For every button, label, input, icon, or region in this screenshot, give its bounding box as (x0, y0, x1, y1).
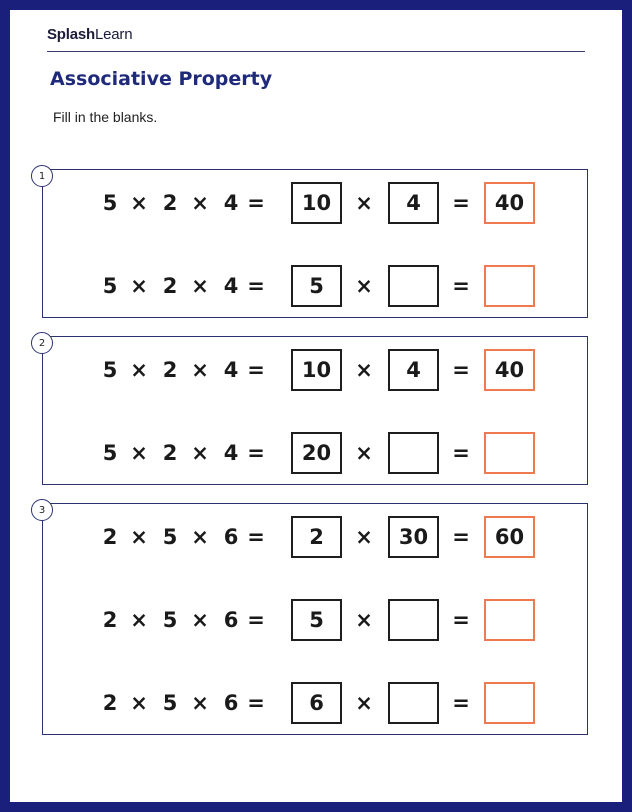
operand-b: 2 (162, 274, 178, 298)
operand-c: 6 (223, 525, 239, 549)
times-sign: × (355, 441, 373, 465)
operand-a: 5 (102, 441, 118, 465)
times-sign: × (130, 691, 148, 715)
times-sign: × (130, 525, 148, 549)
worksheet-page (10, 10, 622, 802)
problem-3 (38, 503, 588, 735)
equals-sign: = (452, 441, 470, 465)
operand-c: 4 (223, 441, 239, 465)
answer-box-factor[interactable] (388, 265, 439, 307)
times-sign: × (355, 358, 373, 382)
equation-row (43, 516, 587, 558)
answer-box-result[interactable] (484, 682, 535, 724)
answer-box-result[interactable]: 40 (484, 182, 535, 224)
answer-box-result[interactable] (484, 265, 535, 307)
equation-row (43, 682, 587, 724)
answer-box-grouped[interactable]: 5 (291, 599, 342, 641)
operand-a: 2 (102, 608, 118, 632)
equation-row (43, 182, 587, 224)
problem-1 (38, 169, 588, 318)
equals-sign: = (452, 274, 470, 298)
times-sign: × (191, 525, 209, 549)
operand-b: 2 (162, 191, 178, 215)
equals-sign: = (247, 274, 265, 298)
answer-box-factor[interactable]: 30 (388, 516, 439, 558)
answer-box-factor[interactable] (388, 432, 439, 474)
operand-b: 5 (162, 608, 178, 632)
brand-logo (47, 26, 132, 43)
worksheet-title: Associative Property (50, 68, 273, 90)
equals-sign: = (247, 608, 265, 632)
equals-sign: = (247, 441, 265, 465)
times-sign: × (355, 691, 373, 715)
operand-b: 5 (162, 525, 178, 549)
answer-box-grouped[interactable]: 10 (291, 349, 342, 391)
operand-b: 2 (162, 358, 178, 382)
operand-c: 6 (223, 608, 239, 632)
operand-a: 5 (102, 358, 118, 382)
problem-number-badge: 1 (31, 165, 53, 187)
answer-box-factor[interactable] (388, 599, 439, 641)
times-sign: × (355, 525, 373, 549)
operand-b: 2 (162, 441, 178, 465)
equals-sign: = (247, 191, 265, 215)
times-sign: × (355, 191, 373, 215)
operand-c: 6 (223, 691, 239, 715)
answer-box-factor[interactable]: 4 (388, 182, 439, 224)
times-sign: × (130, 608, 148, 632)
times-sign: × (130, 191, 148, 215)
times-sign: × (191, 274, 209, 298)
answer-box-factor[interactable]: 4 (388, 349, 439, 391)
problem-2 (38, 336, 588, 485)
times-sign: × (191, 691, 209, 715)
times-sign: × (191, 358, 209, 382)
equals-sign: = (452, 691, 470, 715)
answer-box-grouped[interactable]: 20 (291, 432, 342, 474)
equals-sign: = (247, 525, 265, 549)
times-sign: × (191, 441, 209, 465)
operand-a: 5 (102, 274, 118, 298)
times-sign: × (130, 441, 148, 465)
equals-sign: = (247, 691, 265, 715)
answer-box-grouped[interactable]: 10 (291, 182, 342, 224)
equals-sign: = (247, 358, 265, 382)
answer-box-grouped[interactable]: 5 (291, 265, 342, 307)
problem-number-badge: 3 (31, 499, 53, 521)
header-divider (47, 51, 585, 52)
brand-logo-part2: Learn (94, 26, 133, 43)
equals-sign: = (452, 525, 470, 549)
answer-box-result[interactable] (484, 432, 535, 474)
times-sign: × (355, 608, 373, 632)
equation-row (43, 432, 587, 474)
brand-logo-part1: Splash (47, 26, 95, 43)
times-sign: × (355, 274, 373, 298)
answer-box-result[interactable]: 40 (484, 349, 535, 391)
equation-row (43, 349, 587, 391)
answer-box-grouped[interactable]: 6 (291, 682, 342, 724)
answer-box-factor[interactable] (388, 682, 439, 724)
operand-c: 4 (223, 191, 239, 215)
equals-sign: = (452, 608, 470, 632)
equation-row (43, 265, 587, 307)
operand-b: 5 (162, 691, 178, 715)
operand-c: 4 (223, 358, 239, 382)
equals-sign: = (452, 358, 470, 382)
operand-c: 4 (223, 274, 239, 298)
operand-a: 5 (102, 191, 118, 215)
problem-number-badge: 2 (31, 332, 53, 354)
operand-a: 2 (102, 691, 118, 715)
operand-a: 2 (102, 525, 118, 549)
times-sign: × (130, 358, 148, 382)
equation-row (43, 599, 587, 641)
times-sign: × (191, 191, 209, 215)
answer-box-grouped[interactable]: 2 (291, 516, 342, 558)
instructions: Fill in the blanks. (53, 109, 158, 125)
times-sign: × (191, 608, 209, 632)
answer-box-result[interactable] (484, 599, 535, 641)
times-sign: × (130, 274, 148, 298)
answer-box-result[interactable]: 60 (484, 516, 535, 558)
equals-sign: = (452, 191, 470, 215)
